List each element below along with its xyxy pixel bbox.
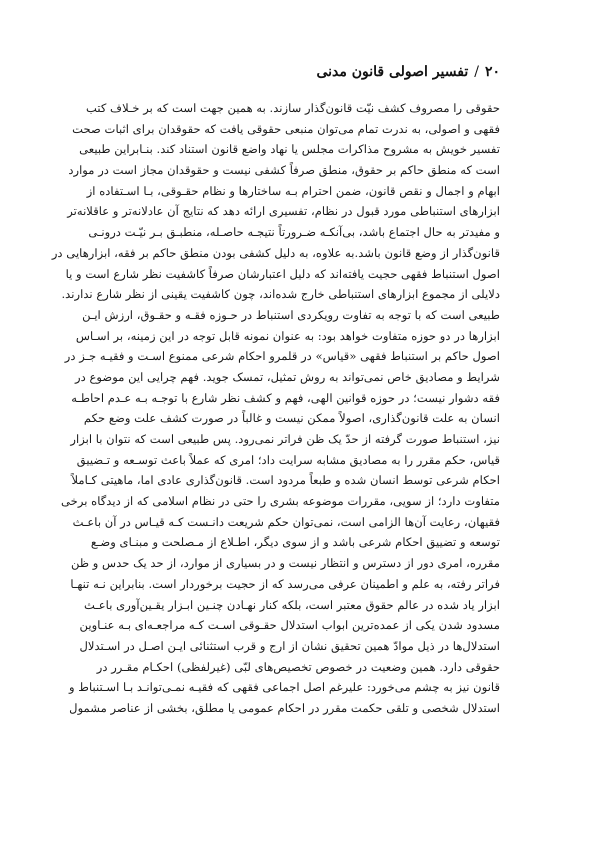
- body-line: اصول حاکم بر استنباط فقهی «قیاس» در قلمرو احکام شرعی ممنوع اسـت و فقیـه جـز در: [64, 349, 500, 364]
- body-line: انسان به علت قانون‌گذاری، اصولاً ممکن نیست و غالباً در صورت کشف علت وضع حکم: [83, 411, 500, 426]
- body-line: نیز، استنباط صورت گرفته از حدّ یک ظن فراتر نمی‌رود. پس طبیعی است که نتوان با ابزار: [70, 432, 500, 446]
- body-line: ابزارها در دو حوزه متفاوت خواهد بود: به عنوان نمونه قابل توجه در این زمینه، بر اسـاس: [75, 328, 500, 343]
- header-separator: /: [474, 64, 479, 80]
- body-line: قانون‌گذار از وضع قانون باشد.به علاوه، به دلیل کشفی بودن منطق حاکم بر فقه، ابزارهایی در: [51, 245, 500, 260]
- body-line: توسعه و تضییق احکام شرعی باشد و از سوی دیگر، اطـلاع از مـصلحت و مبنـای وضـع: [90, 535, 500, 550]
- body-line: طبیعی است که با توجه به تفاوت رویکردی استنباط در حـوزه فقـه و حقـوق، ارزش ایـن: [82, 307, 500, 322]
- body-line: فقه دشوار نیست؛ در حوزه قوانین الهی، فهم و کشف نظر شارع با توجـه بـه عـدم احاطـه: [71, 390, 500, 405]
- body-line: فراتر رفته، به علم و اطمینان عرفی می‌رسد که از حجیت برخوردار است. بنابراین نـه تنهـا: [70, 576, 500, 591]
- body-line: ابهام و اجمال و نقص قانون، ضمن احترام بـه ساختارها و نظام حقـوقی، بـا اسـتفاده از: [86, 183, 500, 198]
- body-line: اصول استنباط فقهی حجیت یافته‌اند که دلیل اعتبارشان صرفاً کاشفیت نظر شارع است و یا: [65, 266, 500, 281]
- body-line: فقهی و اصولی، به ندرت تمام می‌توان منبعی حقوقی یافت که حقوقدان برای اثبات صحت: [72, 121, 500, 136]
- body-line: ابزار یاد شده در عالم حقوق معتبر است، بلکه کنار نهـادن چنـین ابـزار یقـین‌آوری باعـث: [83, 597, 500, 612]
- body-line: قانون نیز به چشم می‌خورد: علیرغم اصل اجماعی فقهی که فقیـه نمـی‌توانـد بـا اسـتنباط و: [68, 680, 500, 695]
- body-line: فقیهان، رعایت آن‌ها الزامی است، نمی‌توان حکم شریعت دانـست کـه قیـاس در آن باعـث: [72, 514, 500, 529]
- body-line: حقوقی را مصروف کشف نیّت قانون‌گذار سازند. به همین جهت است که بر خـلاف کتب: [85, 101, 500, 115]
- body-line: دلایلی از مجموع ابزارهای استنباطی خارج شده‌اند، چون کاشفیت یقینی از نظر شارع ندارند.: [61, 287, 500, 302]
- book-title: تفسیر اصولی قانون مدنی: [316, 64, 469, 80]
- body-line: مقرره، امری دور از دسترس و انتظار نیست و در بسیاری از موارد، از حد یک حدس و ظن: [71, 556, 500, 571]
- page-number: ۲۰: [484, 64, 500, 80]
- body-line: استدلال‌ها در ذیل موادّ همین تحقیق نشان از ارج و قرب استثنائی ایـن اصـل در اسـتدلال: [79, 638, 500, 653]
- body-text: [51, 98, 500, 719]
- body-line: است که منطق حاکم بر حقوق، منطق صرفاً کشفی نیست و حقوقدان مجاز است در موارد: [68, 163, 500, 178]
- body-line: و مفیدتر به حال اجتماع باشد، بی‌آنکـه ضـرورتاً نتیجـه حاصـله، منطبـق بـر نیّـت درونـی: [88, 225, 500, 240]
- body-line: استدلال شخصی و تلقی حکمت مقرر در احکام عمومی یا مطلق، بخشی از عناصر مشمول: [69, 700, 500, 715]
- body-line: تفسیر خویش به مشروح مذاکرات مجلس یا نهاد واضع قانون استناد کند. بنـابراین طبیعی: [79, 142, 500, 157]
- body-line: متفاوت دارد؛ از سویی، مقررات موضوعه بشری را حتی در نظام اسلامی که از دیدگاه برخی: [61, 494, 500, 509]
- body-line: شرایط و مصادیق خاص نمی‌تواند به روش تمثیل، تمسک جوید. فهم چرایی این موضوع در: [75, 369, 500, 384]
- body-line: حقوقی دارد. همین وضعیت در خصوص تخصیص‌های لبّی (غیرلفظی) احکـام مقـرر در: [96, 659, 500, 674]
- body-line: قیاس، حکم مقرر را به مصادیق مشابه سرایت داد؛ امری که عملاً باعث توسـعه و تـضییق: [76, 452, 500, 467]
- body-line: احکام شرعی توسط انسان شده و طبعاً مردود است. قانون‌گذاری عادی اما، ماهیتی کـاملاً: [71, 473, 500, 488]
- running-header: [100, 62, 500, 82]
- body-line: ابزارهای استنباطی مورد قبول در نظام، تفسیری ارائه دهد که نتایج آن عادلانه‌تر و عاقلانه‌تر: [67, 204, 500, 219]
- body-line: مسدود شدن یکی از عمده‌ترین ابواب استدلال حقـوقی اسـت کـه مراجعـه‌ای بـه عنـاوین: [79, 618, 500, 633]
